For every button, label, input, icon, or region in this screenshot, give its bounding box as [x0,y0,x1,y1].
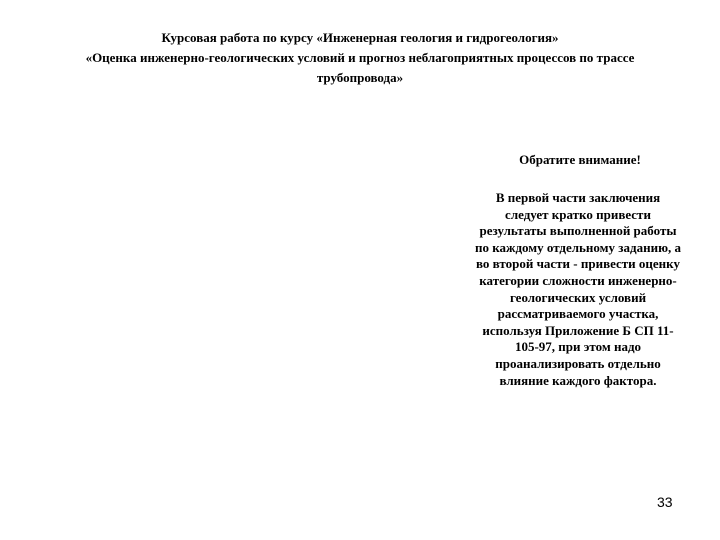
title-line-2: «Оценка инженерно-геологических условий и прогноз неблагоприятных процессов по трассе [85,50,635,65]
note-line: категории сложности инженерно- [479,272,677,288]
note-line: В первой части заключения [495,190,661,205]
note-line: результаты выполненной работы [479,223,677,239]
note-line: используя Приложение Б СП 11- [482,322,674,338]
title-line-1: Курсовая работа по курсу «Инженерная геология и гидрогеология» [161,30,559,45]
document-title [40,28,680,88]
note-line: влияние каждого фактора. [499,372,657,388]
note-line: проанализировать отдельно [495,355,661,371]
note-heading: Обратите внимание! [519,152,641,167]
page-number: 33 [657,494,673,510]
note-line: 105-97, при этом надо [514,339,642,355]
note-line: во второй части - привести оценку [476,256,680,272]
note-line: рассматриваемого участка, [497,306,659,322]
title-line-3: трубопровода» [316,70,404,85]
note-body [462,190,694,389]
note-line: следует кратко привести [505,206,651,222]
note-line: по каждому отдельному заданию, а [474,239,681,255]
note-line: геологических условий [509,289,647,305]
